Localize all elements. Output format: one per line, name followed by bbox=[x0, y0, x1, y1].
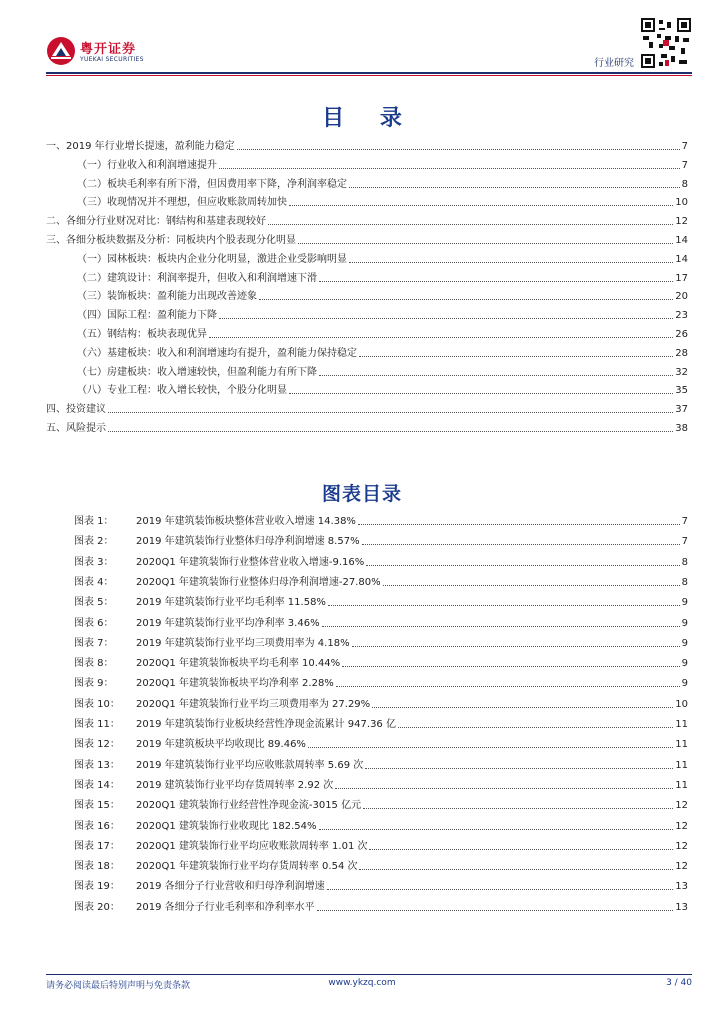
figure-leader-dots bbox=[335, 788, 673, 789]
toc-entry-page: 20 bbox=[675, 291, 688, 302]
toc-leader-dots bbox=[289, 393, 673, 394]
figure-entry[interactable] bbox=[74, 698, 688, 711]
figure-entry-label: 2019 年建筑装饰行业板块经营性净现金流累计 947.36 亿 bbox=[136, 719, 396, 730]
figure-entry-page: 13 bbox=[675, 902, 688, 913]
figure-entry[interactable] bbox=[74, 617, 688, 630]
figure-leader-dots bbox=[365, 768, 673, 769]
figure-leader-dots bbox=[327, 889, 674, 890]
figure-entry-label: 2019 年建筑装饰板块整体营业收入增速 14.38% bbox=[136, 516, 356, 527]
figure-leader-dots bbox=[398, 727, 673, 728]
figure-entry[interactable] bbox=[74, 820, 688, 833]
figure-entry-label: 2020Q1 年建筑装饰行业整体营业收入增速-9.16% bbox=[136, 557, 365, 568]
figure-entry-page: 11 bbox=[675, 719, 688, 730]
figure-entry-label: 2020Q1 年建筑装饰板块平均净利率 2.28% bbox=[136, 678, 334, 689]
figure-leader-dots bbox=[359, 869, 673, 870]
figure-entry[interactable] bbox=[74, 738, 688, 751]
toc-entry[interactable] bbox=[77, 196, 688, 209]
toc-leader-dots bbox=[209, 337, 673, 338]
page-header bbox=[0, 0, 724, 80]
figure-entry-page: 11 bbox=[675, 780, 688, 791]
figure-entry[interactable] bbox=[74, 880, 688, 893]
figure-entry-number: 图表 20： bbox=[74, 902, 120, 913]
footer-divider bbox=[46, 974, 692, 975]
toc-entry-page: 32 bbox=[675, 367, 688, 378]
toc-entry[interactable] bbox=[46, 403, 688, 416]
toc-entry-page: 10 bbox=[675, 197, 688, 208]
figure-entry-label: 2019 年建筑装饰行业整体归母净利润增速 8.57% bbox=[136, 536, 360, 547]
figure-leader-dots bbox=[336, 686, 680, 687]
figure-entry-number: 图表 12： bbox=[74, 739, 120, 750]
figure-entry[interactable] bbox=[74, 840, 688, 853]
figure-entry-number: 图表 5： bbox=[74, 597, 114, 608]
toc-entry-label: （一）行业收入和利润增速提升 bbox=[77, 160, 217, 171]
toc-entry[interactable] bbox=[77, 309, 688, 322]
footer-disclaimer[interactable]: 请务必阅读最后特别声明与免责条款 bbox=[46, 981, 191, 991]
figure-leader-dots bbox=[322, 626, 680, 627]
figure-entry-page: 11 bbox=[675, 739, 688, 750]
toc-entry-label: （四）国际工程：盈利能力下降 bbox=[77, 310, 217, 321]
toc-entry[interactable] bbox=[77, 272, 688, 285]
toc-entry[interactable] bbox=[46, 215, 688, 228]
figure-entry-page: 7 bbox=[681, 516, 688, 527]
toc-entry-label: （六）基建板块：收入和利润增速均有提升，盈利能力保持稳定 bbox=[77, 348, 357, 359]
toc-entry[interactable] bbox=[46, 140, 688, 153]
toc-entry-page: 7 bbox=[681, 160, 688, 171]
figure-entry[interactable] bbox=[74, 556, 688, 569]
toc-leader-dots bbox=[237, 149, 680, 150]
figure-leader-dots bbox=[358, 524, 680, 525]
figure-entry[interactable] bbox=[74, 637, 688, 650]
toc-entry-label: 二、各细分行业财况对比：钢结构和基建表现较好 bbox=[46, 216, 266, 227]
figure-entry[interactable] bbox=[74, 596, 688, 609]
figure-leader-dots bbox=[369, 849, 673, 850]
figure-entry-label: 2019 年建筑装饰行业平均净利率 3.46% bbox=[136, 618, 320, 629]
figure-entry-label: 2019 各细分子行业营收和归母净利润增速 bbox=[136, 881, 325, 892]
toc-leader-dots bbox=[359, 356, 673, 357]
figure-entry-number: 图表 19： bbox=[74, 881, 120, 892]
figure-entry-number: 图表 11： bbox=[74, 719, 120, 730]
figure-leader-dots bbox=[352, 646, 680, 647]
toc-leader-dots bbox=[349, 187, 680, 188]
figure-entry-label: 2020Q1 建筑装饰行业平均应收账款周转率 1.01 次 bbox=[136, 841, 368, 852]
figure-entry-number: 图表 10： bbox=[74, 699, 120, 710]
toc-entry[interactable] bbox=[77, 347, 688, 360]
toc-entry-page: 23 bbox=[675, 310, 688, 321]
figure-entry-number: 图表 6： bbox=[74, 618, 114, 629]
brand-name-cn: 粤开证券 bbox=[80, 42, 137, 57]
yuekai-logo-mark-icon bbox=[46, 36, 76, 66]
figure-entry-page: 7 bbox=[681, 536, 688, 547]
toc-leader-dots bbox=[219, 168, 680, 169]
figure-entry-number: 图表 13： bbox=[74, 760, 120, 771]
figure-entry-page: 12 bbox=[675, 800, 688, 811]
toc-entry-page: 8 bbox=[681, 179, 688, 190]
figure-entry-page: 13 bbox=[675, 881, 688, 892]
figure-entry-page: 9 bbox=[681, 638, 688, 649]
figure-leader-dots bbox=[342, 666, 679, 667]
figure-entry-number: 图表 14： bbox=[74, 780, 120, 791]
figure-leader-dots bbox=[372, 707, 673, 708]
figure-entry-page: 9 bbox=[681, 597, 688, 608]
toc-entry-label: （三）装饰板块：盈利能力出现改善迹象 bbox=[77, 291, 257, 302]
figure-entry[interactable] bbox=[74, 576, 688, 589]
toc-entry-label: （三）收现情况并不理想，但应收账款周转加快 bbox=[77, 197, 287, 208]
report-type-tag: 行业研究 bbox=[594, 58, 634, 69]
toc-entry[interactable] bbox=[77, 384, 688, 397]
toc-entry-page: 14 bbox=[675, 254, 688, 265]
figure-entry-label: 2019 各细分子行业毛利率和净利率水平 bbox=[136, 902, 315, 913]
toc-entry[interactable] bbox=[77, 328, 688, 341]
toc-entry-label: （一）园林板块：板块内企业分化明显，激进企业受影响明显 bbox=[77, 254, 347, 265]
toc-entry-page: 35 bbox=[675, 385, 688, 396]
figure-index-title: 图表目录 bbox=[321, 483, 402, 505]
toc-entry-label: 四、投资建议 bbox=[46, 404, 106, 415]
figure-entry-number: 图表 15： bbox=[74, 800, 120, 811]
figure-entry-number: 图表 2： bbox=[74, 536, 114, 547]
toc-entry-page: 7 bbox=[681, 141, 688, 152]
toc-entry[interactable] bbox=[77, 290, 688, 303]
toc-entry-page: 17 bbox=[675, 273, 688, 284]
figure-entry-number: 图表 17： bbox=[74, 841, 120, 852]
figure-entry-number: 图表 7： bbox=[74, 638, 114, 649]
figure-entry[interactable] bbox=[74, 718, 688, 731]
toc-entry-page: 12 bbox=[675, 216, 688, 227]
figure-entry[interactable] bbox=[74, 535, 688, 548]
toc-leader-dots bbox=[298, 243, 673, 244]
figure-entry-label: 2019 年建筑装饰行业平均应收账款周转率 5.69 次 bbox=[136, 760, 364, 771]
figure-entry[interactable] bbox=[74, 515, 688, 528]
figure-leader-dots bbox=[317, 910, 674, 911]
figure-entry[interactable] bbox=[74, 779, 688, 792]
footer-website[interactable]: www.ykzq.com bbox=[328, 978, 396, 988]
toc-entry-page: 37 bbox=[675, 404, 688, 415]
figure-entry-label: 2020Q1 年建筑装饰行业平均三项费用率为 27.29% bbox=[136, 699, 371, 710]
figure-entry-label: 2019 年建筑装饰行业平均毛利率 11.58% bbox=[136, 597, 326, 608]
figure-entry-number: 图表 18： bbox=[74, 861, 120, 872]
toc-leader-dots bbox=[259, 299, 673, 300]
toc-entry-label: （七）房建板块：收入增速较快，但盈利能力有所下降 bbox=[77, 367, 317, 378]
figure-entry-label: 2020Q1 建筑装饰行业收现比 182.54% bbox=[136, 821, 317, 832]
toc-leader-dots bbox=[319, 375, 673, 376]
figure-leader-dots bbox=[363, 808, 673, 809]
figure-entry-label: 2019 年建筑板块平均收现比 89.46% bbox=[136, 739, 306, 750]
figure-entry-page: 11 bbox=[675, 760, 688, 771]
toc-leader-dots bbox=[349, 262, 673, 263]
toc-leader-dots bbox=[108, 412, 673, 413]
figure-entry-number: 图表 16： bbox=[74, 821, 120, 832]
figure-entry-label: 2020Q1 年建筑装饰行业平均存货周转率 0.54 次 bbox=[136, 861, 358, 872]
header-divider-accent bbox=[46, 75, 692, 76]
figure-entry[interactable] bbox=[74, 901, 688, 914]
toc-entry-page: 28 bbox=[675, 348, 688, 359]
figure-leader-dots bbox=[319, 829, 674, 830]
figure-leader-dots bbox=[308, 747, 673, 748]
toc-entry-label: （五）钢结构：板块表现优异 bbox=[77, 329, 207, 340]
toc-entry[interactable] bbox=[77, 178, 688, 191]
figure-entry-label: 2019 建筑装饰行业平均存货周转率 2.92 次 bbox=[136, 780, 334, 791]
brand-name-en: YUEKAI SECURITIES bbox=[80, 56, 144, 63]
toc-leader-dots bbox=[319, 281, 673, 282]
figure-entry-label: 2020Q1 建筑装饰行业经营性净现金流-3015 亿元 bbox=[136, 800, 362, 811]
toc-leader-dots bbox=[219, 318, 673, 319]
figure-entry-page: 12 bbox=[675, 861, 688, 872]
figure-entry-number: 图表 3： bbox=[74, 557, 114, 568]
figure-entry-label: 2020Q1 年建筑装饰行业整体归母净利润增速-27.80% bbox=[136, 577, 381, 588]
header-divider bbox=[46, 72, 692, 74]
figure-entry[interactable] bbox=[74, 657, 688, 670]
figure-entry[interactable] bbox=[74, 677, 688, 690]
toc-entry-page: 38 bbox=[675, 423, 688, 434]
figure-entry-page: 12 bbox=[675, 841, 688, 852]
toc-entry-label: 一、2019 年行业增长提速，盈利能力稳定 bbox=[46, 141, 235, 152]
figure-entry-label: 2020Q1 年建筑装饰板块平均毛利率 10.44% bbox=[136, 658, 341, 669]
toc-leader-dots bbox=[108, 431, 673, 432]
figure-entry-page: 9 bbox=[681, 658, 688, 669]
figure-entry-number: 图表 4： bbox=[74, 577, 114, 588]
figure-leader-dots bbox=[362, 544, 680, 545]
figure-entry-page: 8 bbox=[681, 557, 688, 568]
figure-entry[interactable] bbox=[74, 860, 688, 873]
toc-entry[interactable] bbox=[77, 253, 688, 266]
figure-entry[interactable] bbox=[74, 759, 688, 772]
footer-page-indicator: 3 / 40 bbox=[666, 978, 692, 988]
toc-entry[interactable] bbox=[77, 366, 688, 379]
qr-code-icon bbox=[641, 18, 691, 68]
toc-leader-dots bbox=[289, 205, 673, 206]
figure-entry-number: 图表 8： bbox=[74, 658, 114, 669]
toc-leader-dots bbox=[268, 224, 673, 225]
figure-entry-page: 10 bbox=[675, 699, 688, 710]
yuekai-logo bbox=[46, 36, 166, 72]
figure-leader-dots bbox=[383, 585, 680, 586]
figure-entry-page: 9 bbox=[681, 618, 688, 629]
figure-entry-number: 图表 9： bbox=[74, 678, 114, 689]
toc-entry-page: 26 bbox=[675, 329, 688, 340]
figure-leader-dots bbox=[328, 605, 680, 606]
figure-entry-label: 2019 年建筑装饰行业平均三项费用率为 4.18% bbox=[136, 638, 350, 649]
toc-entry[interactable] bbox=[77, 159, 688, 172]
figure-entry-number: 图表 1： bbox=[74, 516, 114, 527]
toc-title: 目 录 bbox=[322, 106, 416, 131]
toc-entry[interactable] bbox=[46, 234, 688, 247]
toc-entry-label: （二）板块毛利率有所下滑，但因费用率下降，净利润率稳定 bbox=[77, 179, 347, 190]
figure-entry-page: 8 bbox=[681, 577, 688, 588]
toc-entry-page: 14 bbox=[675, 235, 688, 246]
figure-entry[interactable] bbox=[74, 799, 688, 812]
toc-entry-label: （二）建筑设计：利润率提升，但收入和利润增速下滑 bbox=[77, 273, 317, 284]
toc-entry-label: 五、风险提示 bbox=[46, 423, 106, 434]
toc-entry[interactable] bbox=[46, 422, 688, 435]
figure-entry-page: 12 bbox=[675, 821, 688, 832]
figure-entry-page: 9 bbox=[681, 678, 688, 689]
figure-leader-dots bbox=[366, 565, 679, 566]
toc-entry-label: 三、各细分板块数据及分析：同板块内个股表现分化明显 bbox=[46, 235, 296, 246]
toc-entry-label: （八）专业工程：收入增长较快，个股分化明显 bbox=[77, 385, 287, 396]
